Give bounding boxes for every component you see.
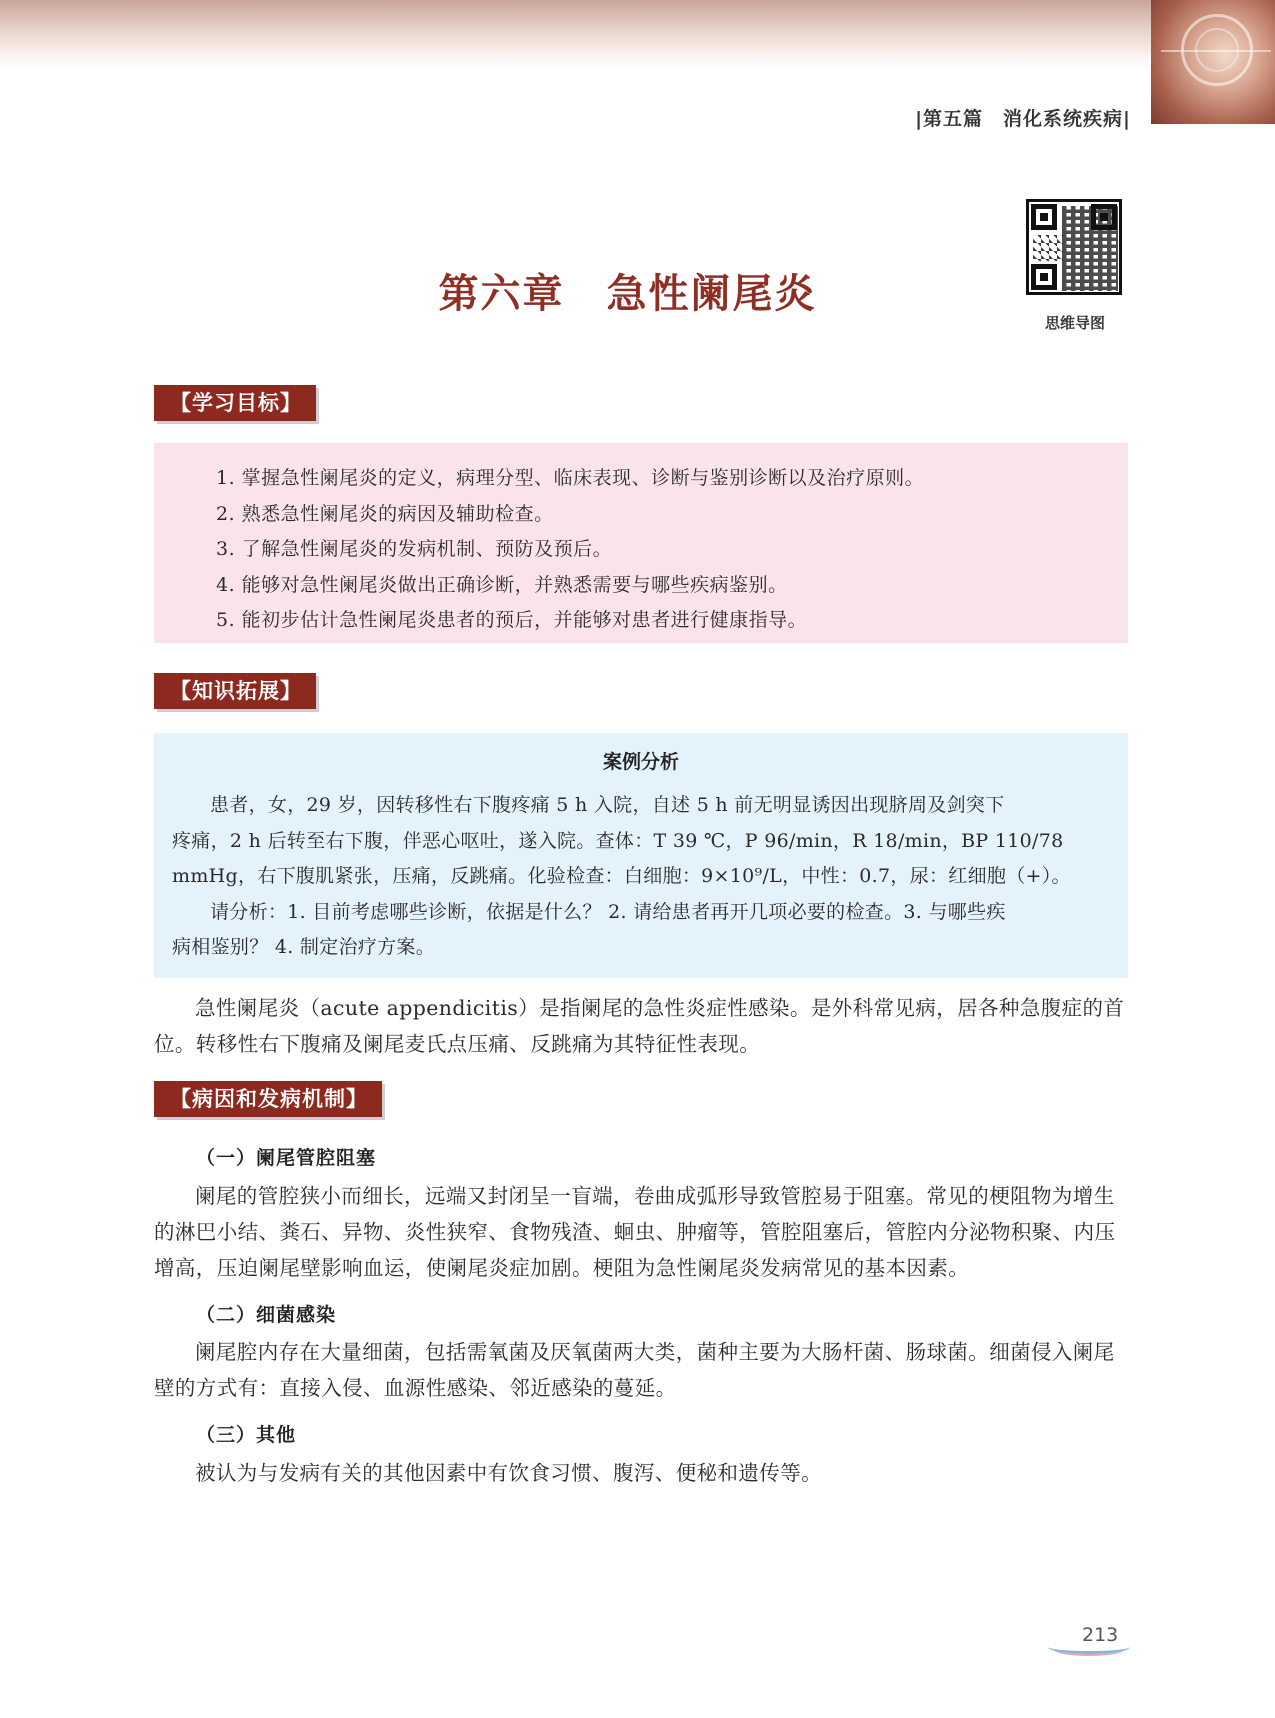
chapter-title: 第六章 急性阑尾炎	[438, 270, 817, 317]
subheading-obstruction: （一）阑尾管腔阻塞	[196, 1147, 377, 1169]
objective-item: 2. 熟悉急性阑尾炎的病因及辅助检查。	[216, 502, 554, 525]
subheading-other: （三）其他	[196, 1424, 297, 1446]
objective-item: 1. 掌握急性阑尾炎的定义，病理分型、临床表现、诊断与鉴别诊断以及治疗原则。	[216, 467, 925, 489]
objective-item: 5. 能初步估计急性阑尾炎患者的预后，并能够对患者进行健康指导。	[216, 609, 808, 631]
paragraph-other: 被认为与发病有关的其他因素中有饮食习惯、腹泻、便秘和遗传等。	[195, 1461, 822, 1485]
section-tag-objectives: 【学习目标】	[154, 385, 316, 421]
qr-caption: 思维导图	[1044, 314, 1105, 332]
case-line: 病相鉴别？ 4. 制定治疗方案。	[172, 936, 436, 958]
section-tag-knowledge: 【知识拓展】	[154, 673, 316, 709]
case-line: 疼痛，2 h 后转至右下腹，伴恶心呕吐，遂入院。查体：T 39 ℃，P 96/min，R 18/min，BP 110/78	[172, 829, 1064, 852]
paragraph-obstruction: 阑尾的管腔狭小而细长，远端又封闭呈一盲端，卷曲成弧形导致管腔易于阻塞。常见的梗阻物为增生的淋巴小结、粪石、异物、炎性狭窄、食物残渣、蛔虫、肿瘤等，管腔阻塞后，管腔内分泌物积聚、内压增高，压迫阑尾壁影响血运，使阑尾炎症加剧。梗阻为急性阑尾炎发病常见的基本因素。	[154, 1184, 1116, 1280]
case-line: 请分析：1. 目前考虑哪些诊断，依据是什么？ 2. 请给患者再开几项必要的检查。3. 与哪些疾	[210, 900, 1006, 923]
running-head: |第五篇 消化系统疾病|	[915, 108, 1131, 130]
top-decorative-band	[0, 0, 1275, 72]
objectives-box	[154, 443, 1128, 643]
paragraph-infection: 阑尾腔内存在大量细菌，包括需氧菌及厌氧菌两大类，菌种主要为大肠杆菌、肠球菌。细菌侵入阑尾壁的方式有：直接入侵、血源性感染、邻近感染的蔓延。	[154, 1340, 1115, 1400]
intro-paragraph: 急性阑尾炎（acute appendicitis）是指阑尾的急性炎症性感染。是外科常见病，居各种急腹症的首位。转移性右下腹痛及阑尾麦氏点压痛、反跳痛为其特征性表现。	[154, 996, 1125, 1056]
objective-item: 3. 了解急性阑尾炎的发病机制、预防及预后。	[216, 538, 613, 560]
case-line: 患者，女，29 岁，因转移性右下腹疼痛 5 h 入院，自述 5 h 前无明显诱因出现脐周及剑突下	[210, 794, 1005, 816]
stethoscope-photo-icon	[1151, 0, 1275, 124]
case-title: 案例分析	[602, 751, 679, 773]
case-line: mmHg，右下腹肌紧张，压痛，反跳痛。化验检查：白细胞：9×10⁹/L，中性：0.7，尿：红细胞（+）。	[172, 865, 1071, 887]
objective-item: 4. 能够对急性阑尾炎做出正确诊断，并熟悉需要与哪些疾病鉴别。	[216, 573, 788, 596]
section-tag-etiology: 【病因和发病机制】	[154, 1081, 382, 1117]
subheading-infection: （二）细菌感染	[196, 1304, 337, 1326]
case-analysis-box	[154, 733, 1128, 978]
page-number: 213	[1082, 1624, 1119, 1646]
